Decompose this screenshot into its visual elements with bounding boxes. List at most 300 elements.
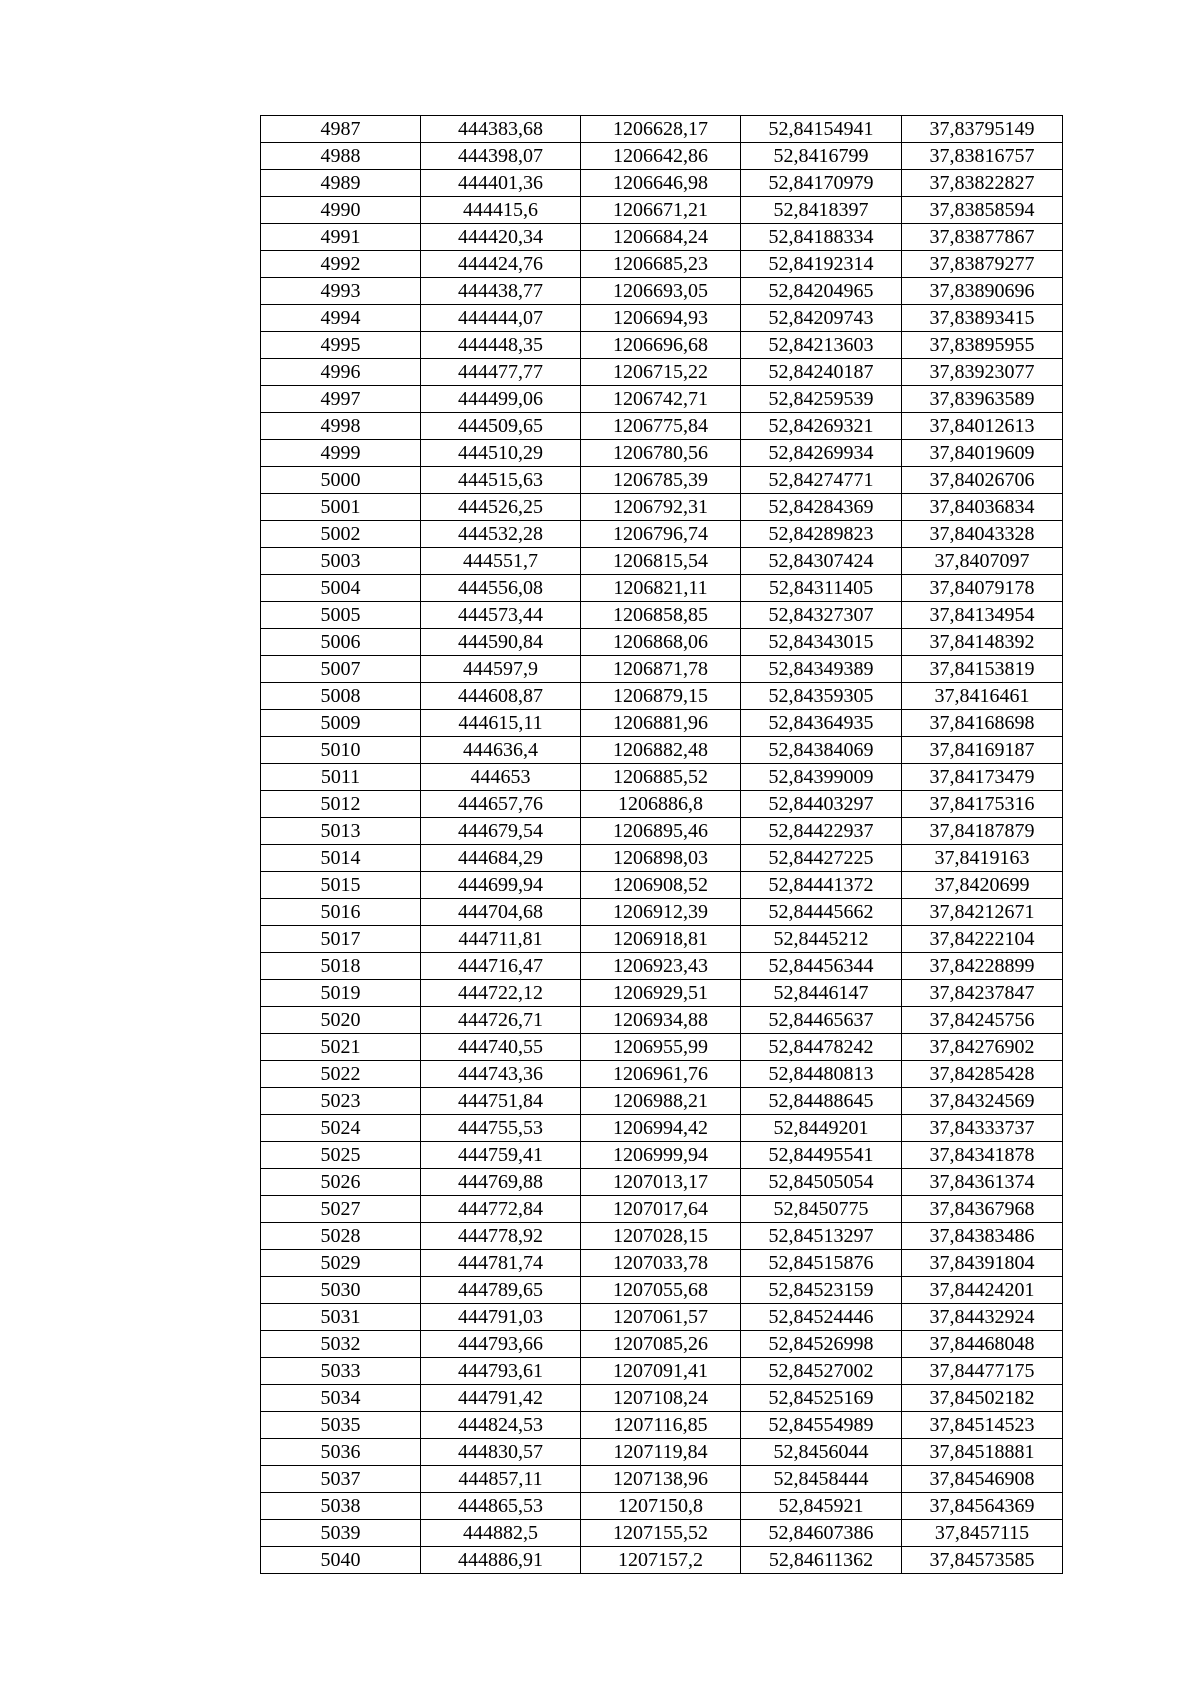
point-number-cell: 4990 [261,197,421,224]
point-number-cell: 5021 [261,1034,421,1061]
x-coordinate-cell: 444699,94 [421,872,581,899]
point-number-cell: 5023 [261,1088,421,1115]
x-coordinate-cell: 444789,65 [421,1277,581,1304]
latitude-cell: 52,84527002 [741,1358,902,1385]
point-number-cell: 4993 [261,278,421,305]
table-row [261,1385,1063,1412]
latitude-cell: 52,84465637 [741,1007,902,1034]
point-number-cell: 5003 [261,548,421,575]
latitude-cell: 52,8416799 [741,143,902,170]
y-coordinate-cell: 1206642,86 [581,143,741,170]
latitude-cell: 52,84188334 [741,224,902,251]
longitude-cell: 37,84228899 [902,953,1063,980]
point-number-cell: 4987 [261,116,421,143]
y-coordinate-cell: 1206918,81 [581,926,741,953]
table-row [261,1331,1063,1358]
table-row [261,1304,1063,1331]
table-row [261,413,1063,440]
point-number-cell: 5016 [261,899,421,926]
x-coordinate-cell: 444830,57 [421,1439,581,1466]
point-number-cell: 5028 [261,1223,421,1250]
table-row [261,1520,1063,1547]
table-row [261,980,1063,1007]
x-coordinate-cell: 444597,9 [421,656,581,683]
x-coordinate-cell: 444740,55 [421,1034,581,1061]
y-coordinate-cell: 1206868,06 [581,629,741,656]
x-coordinate-cell: 444515,63 [421,467,581,494]
x-coordinate-cell: 444722,12 [421,980,581,1007]
table-row [261,656,1063,683]
point-number-cell: 5036 [261,1439,421,1466]
x-coordinate-cell: 444772,84 [421,1196,581,1223]
latitude-cell: 52,84478242 [741,1034,902,1061]
x-coordinate-cell: 444444,07 [421,305,581,332]
y-coordinate-cell: 1206961,76 [581,1061,741,1088]
y-coordinate-cell: 1206685,23 [581,251,741,278]
longitude-cell: 37,84514523 [902,1412,1063,1439]
point-number-cell: 5040 [261,1547,421,1574]
y-coordinate-cell: 1207155,52 [581,1520,741,1547]
y-coordinate-cell: 1206908,52 [581,872,741,899]
point-number-cell: 4998 [261,413,421,440]
point-number-cell: 5004 [261,575,421,602]
table-row [261,278,1063,305]
y-coordinate-cell: 1206796,74 [581,521,741,548]
longitude-cell: 37,84502182 [902,1385,1063,1412]
latitude-cell: 52,84204965 [741,278,902,305]
latitude-cell: 52,8418397 [741,197,902,224]
point-number-cell: 4996 [261,359,421,386]
point-number-cell: 4995 [261,332,421,359]
y-coordinate-cell: 1207085,26 [581,1331,741,1358]
x-coordinate-cell: 444759,41 [421,1142,581,1169]
table-row [261,1250,1063,1277]
latitude-cell: 52,84343015 [741,629,902,656]
y-coordinate-cell: 1206895,46 [581,818,741,845]
point-number-cell: 4988 [261,143,421,170]
table-row [261,1061,1063,1088]
y-coordinate-cell: 1206671,21 [581,197,741,224]
latitude-cell: 52,84269321 [741,413,902,440]
y-coordinate-cell: 1206871,78 [581,656,741,683]
table-row [261,440,1063,467]
longitude-cell: 37,83923077 [902,359,1063,386]
x-coordinate-cell: 444793,66 [421,1331,581,1358]
table-row [261,386,1063,413]
table-row [261,818,1063,845]
x-coordinate-cell: 444679,54 [421,818,581,845]
point-number-cell: 5033 [261,1358,421,1385]
table-row [261,1277,1063,1304]
latitude-cell: 52,8458444 [741,1466,902,1493]
latitude-cell: 52,84513297 [741,1223,902,1250]
longitude-cell: 37,84391804 [902,1250,1063,1277]
latitude-cell: 52,84524446 [741,1304,902,1331]
longitude-cell: 37,84468048 [902,1331,1063,1358]
latitude-cell: 52,84364935 [741,710,902,737]
y-coordinate-cell: 1206858,85 [581,602,741,629]
longitude-cell: 37,84169187 [902,737,1063,764]
point-number-cell: 5026 [261,1169,421,1196]
table-row [261,1196,1063,1223]
y-coordinate-cell: 1206886,8 [581,791,741,818]
x-coordinate-cell: 444551,7 [421,548,581,575]
longitude-cell: 37,84134954 [902,602,1063,629]
y-coordinate-cell: 1206994,42 [581,1115,741,1142]
point-number-cell: 5009 [261,710,421,737]
table-row [261,953,1063,980]
table-row [261,467,1063,494]
longitude-cell: 37,84173479 [902,764,1063,791]
longitude-cell: 37,84148392 [902,629,1063,656]
x-coordinate-cell: 444657,76 [421,791,581,818]
point-number-cell: 4994 [261,305,421,332]
latitude-cell: 52,84154941 [741,116,902,143]
y-coordinate-cell: 1206999,94 [581,1142,741,1169]
y-coordinate-cell: 1206923,43 [581,953,741,980]
latitude-cell: 52,84488645 [741,1088,902,1115]
longitude-cell: 37,83963589 [902,386,1063,413]
longitude-cell: 37,84424201 [902,1277,1063,1304]
longitude-cell: 37,84079178 [902,575,1063,602]
latitude-cell: 52,84274771 [741,467,902,494]
latitude-cell: 52,84384069 [741,737,902,764]
x-coordinate-cell: 444857,11 [421,1466,581,1493]
x-coordinate-cell: 444882,5 [421,1520,581,1547]
latitude-cell: 52,84445662 [741,899,902,926]
latitude-cell: 52,84441372 [741,872,902,899]
x-coordinate-cell: 444499,06 [421,386,581,413]
y-coordinate-cell: 1206912,39 [581,899,741,926]
table-row [261,1493,1063,1520]
table-row [261,224,1063,251]
x-coordinate-cell: 444653 [421,764,581,791]
longitude-cell: 37,84019609 [902,440,1063,467]
latitude-cell: 52,84209743 [741,305,902,332]
table-row [261,602,1063,629]
table-row [261,1547,1063,1574]
point-number-cell: 5013 [261,818,421,845]
y-coordinate-cell: 1207055,68 [581,1277,741,1304]
latitude-cell: 52,84307424 [741,548,902,575]
latitude-cell: 52,8446147 [741,980,902,1007]
point-number-cell: 5034 [261,1385,421,1412]
x-coordinate-cell: 444424,76 [421,251,581,278]
point-number-cell: 4999 [261,440,421,467]
longitude-cell: 37,84546908 [902,1466,1063,1493]
x-coordinate-cell: 444556,08 [421,575,581,602]
latitude-cell: 52,84515876 [741,1250,902,1277]
point-number-cell: 5017 [261,926,421,953]
table-row [261,629,1063,656]
latitude-cell: 52,84240187 [741,359,902,386]
longitude-cell: 37,84168698 [902,710,1063,737]
point-number-cell: 5022 [261,1061,421,1088]
x-coordinate-cell: 444420,34 [421,224,581,251]
longitude-cell: 37,8419163 [902,845,1063,872]
longitude-cell: 37,8420699 [902,872,1063,899]
y-coordinate-cell: 1206780,56 [581,440,741,467]
y-coordinate-cell: 1206646,98 [581,170,741,197]
x-coordinate-cell: 444755,53 [421,1115,581,1142]
y-coordinate-cell: 1207157,2 [581,1547,741,1574]
table-row [261,764,1063,791]
point-number-cell: 5008 [261,683,421,710]
table-row [261,521,1063,548]
point-number-cell: 5027 [261,1196,421,1223]
point-number-cell: 4991 [261,224,421,251]
table-row [261,1088,1063,1115]
latitude-cell: 52,84289823 [741,521,902,548]
latitude-cell: 52,84269934 [741,440,902,467]
latitude-cell: 52,84359305 [741,683,902,710]
point-number-cell: 5011 [261,764,421,791]
latitude-cell: 52,84192314 [741,251,902,278]
point-number-cell: 5010 [261,737,421,764]
y-coordinate-cell: 1206881,96 [581,710,741,737]
latitude-cell: 52,84349389 [741,656,902,683]
longitude-cell: 37,84341878 [902,1142,1063,1169]
table-row [261,683,1063,710]
table-row [261,737,1063,764]
x-coordinate-cell: 444769,88 [421,1169,581,1196]
longitude-cell: 37,83816757 [902,143,1063,170]
latitude-cell: 52,84399009 [741,764,902,791]
x-coordinate-cell: 444865,53 [421,1493,581,1520]
table-row [261,1007,1063,1034]
table-row [261,1412,1063,1439]
x-coordinate-cell: 444778,92 [421,1223,581,1250]
table-row [261,332,1063,359]
latitude-cell: 52,84427225 [741,845,902,872]
table-row [261,872,1063,899]
latitude-cell: 52,8449201 [741,1115,902,1142]
longitude-cell: 37,84036834 [902,494,1063,521]
longitude-cell: 37,84153819 [902,656,1063,683]
x-coordinate-cell: 444438,77 [421,278,581,305]
latitude-cell: 52,84480813 [741,1061,902,1088]
point-number-cell: 5001 [261,494,421,521]
point-number-cell: 5020 [261,1007,421,1034]
longitude-cell: 37,84245756 [902,1007,1063,1034]
x-coordinate-cell: 444573,44 [421,602,581,629]
longitude-cell: 37,84367968 [902,1196,1063,1223]
y-coordinate-cell: 1206882,48 [581,737,741,764]
y-coordinate-cell: 1207033,78 [581,1250,741,1277]
table-row [261,1142,1063,1169]
point-number-cell: 5038 [261,1493,421,1520]
y-coordinate-cell: 1206929,51 [581,980,741,1007]
longitude-cell: 37,84237847 [902,980,1063,1007]
table-row [261,197,1063,224]
table-row [261,1034,1063,1061]
point-number-cell: 5014 [261,845,421,872]
x-coordinate-cell: 444590,84 [421,629,581,656]
x-coordinate-cell: 444383,68 [421,116,581,143]
longitude-cell: 37,84285428 [902,1061,1063,1088]
point-number-cell: 5000 [261,467,421,494]
latitude-cell: 52,84607386 [741,1520,902,1547]
longitude-cell: 37,83877867 [902,224,1063,251]
point-number-cell: 5006 [261,629,421,656]
y-coordinate-cell: 1207150,8 [581,1493,741,1520]
y-coordinate-cell: 1206694,93 [581,305,741,332]
x-coordinate-cell: 444608,87 [421,683,581,710]
point-number-cell: 4992 [261,251,421,278]
longitude-cell: 37,84222104 [902,926,1063,953]
longitude-cell: 37,8457115 [902,1520,1063,1547]
table-row [261,1115,1063,1142]
longitude-cell: 37,84043328 [902,521,1063,548]
y-coordinate-cell: 1206821,11 [581,575,741,602]
x-coordinate-cell: 444726,71 [421,1007,581,1034]
longitude-cell: 37,83795149 [902,116,1063,143]
coordinates-table [260,115,1063,1574]
table-row [261,926,1063,953]
x-coordinate-cell: 444448,35 [421,332,581,359]
latitude-cell: 52,84526998 [741,1331,902,1358]
coordinates-table-body [261,116,1063,1574]
point-number-cell: 4989 [261,170,421,197]
y-coordinate-cell: 1207061,57 [581,1304,741,1331]
longitude-cell: 37,83858594 [902,197,1063,224]
latitude-cell: 52,84284369 [741,494,902,521]
point-number-cell: 5019 [261,980,421,1007]
y-coordinate-cell: 1207119,84 [581,1439,741,1466]
latitude-cell: 52,84523159 [741,1277,902,1304]
x-coordinate-cell: 444636,4 [421,737,581,764]
latitude-cell: 52,84611362 [741,1547,902,1574]
latitude-cell: 52,84311405 [741,575,902,602]
x-coordinate-cell: 444791,42 [421,1385,581,1412]
longitude-cell: 37,84175316 [902,791,1063,818]
y-coordinate-cell: 1207028,15 [581,1223,741,1250]
x-coordinate-cell: 444532,28 [421,521,581,548]
point-number-cell: 5018 [261,953,421,980]
table-row [261,845,1063,872]
point-number-cell: 5012 [261,791,421,818]
latitude-cell: 52,84456344 [741,953,902,980]
longitude-cell: 37,84333737 [902,1115,1063,1142]
y-coordinate-cell: 1206693,05 [581,278,741,305]
longitude-cell: 37,83879277 [902,251,1063,278]
longitude-cell: 37,83893415 [902,305,1063,332]
x-coordinate-cell: 444509,65 [421,413,581,440]
point-number-cell: 5005 [261,602,421,629]
longitude-cell: 37,8416461 [902,683,1063,710]
latitude-cell: 52,84213603 [741,332,902,359]
longitude-cell: 37,84383486 [902,1223,1063,1250]
x-coordinate-cell: 444824,53 [421,1412,581,1439]
point-number-cell: 5031 [261,1304,421,1331]
longitude-cell: 37,84212671 [902,899,1063,926]
latitude-cell: 52,84403297 [741,791,902,818]
latitude-cell: 52,84525169 [741,1385,902,1412]
y-coordinate-cell: 1207017,64 [581,1196,741,1223]
latitude-cell: 52,84327307 [741,602,902,629]
point-number-cell: 5025 [261,1142,421,1169]
point-number-cell: 5029 [261,1250,421,1277]
table-row [261,1169,1063,1196]
longitude-cell: 37,83895955 [902,332,1063,359]
point-number-cell: 5015 [261,872,421,899]
y-coordinate-cell: 1207116,85 [581,1412,741,1439]
latitude-cell: 52,84495541 [741,1142,902,1169]
latitude-cell: 52,84554989 [741,1412,902,1439]
y-coordinate-cell: 1206785,39 [581,467,741,494]
x-coordinate-cell: 444510,29 [421,440,581,467]
table-row [261,305,1063,332]
longitude-cell: 37,84477175 [902,1358,1063,1385]
table-row [261,899,1063,926]
x-coordinate-cell: 444477,77 [421,359,581,386]
y-coordinate-cell: 1207138,96 [581,1466,741,1493]
x-coordinate-cell: 444743,36 [421,1061,581,1088]
table-row [261,1466,1063,1493]
x-coordinate-cell: 444401,36 [421,170,581,197]
y-coordinate-cell: 1207108,24 [581,1385,741,1412]
longitude-cell: 37,83822827 [902,170,1063,197]
table-row [261,791,1063,818]
table-row [261,1358,1063,1385]
longitude-cell: 37,84012613 [902,413,1063,440]
table-row [261,116,1063,143]
x-coordinate-cell: 444791,03 [421,1304,581,1331]
latitude-cell: 52,84170979 [741,170,902,197]
latitude-cell: 52,8445212 [741,926,902,953]
point-number-cell: 5007 [261,656,421,683]
y-coordinate-cell: 1207013,17 [581,1169,741,1196]
latitude-cell: 52,845921 [741,1493,902,1520]
x-coordinate-cell: 444711,81 [421,926,581,953]
point-number-cell: 5039 [261,1520,421,1547]
table-row [261,575,1063,602]
longitude-cell: 37,84361374 [902,1169,1063,1196]
y-coordinate-cell: 1206898,03 [581,845,741,872]
table-row [261,143,1063,170]
latitude-cell: 52,84505054 [741,1169,902,1196]
x-coordinate-cell: 444751,84 [421,1088,581,1115]
table-row [261,251,1063,278]
longitude-cell: 37,84432924 [902,1304,1063,1331]
y-coordinate-cell: 1206775,84 [581,413,741,440]
point-number-cell: 5002 [261,521,421,548]
table-row [261,359,1063,386]
y-coordinate-cell: 1206955,99 [581,1034,741,1061]
longitude-cell: 37,84026706 [902,467,1063,494]
longitude-cell: 37,84518881 [902,1439,1063,1466]
point-number-cell: 5024 [261,1115,421,1142]
longitude-cell: 37,8407097 [902,548,1063,575]
longitude-cell: 37,84573585 [902,1547,1063,1574]
x-coordinate-cell: 444398,07 [421,143,581,170]
table-row [261,494,1063,521]
y-coordinate-cell: 1207091,41 [581,1358,741,1385]
x-coordinate-cell: 444793,61 [421,1358,581,1385]
table-row [261,1223,1063,1250]
latitude-cell: 52,8456044 [741,1439,902,1466]
x-coordinate-cell: 444615,11 [421,710,581,737]
y-coordinate-cell: 1206879,15 [581,683,741,710]
y-coordinate-cell: 1206988,21 [581,1088,741,1115]
longitude-cell: 37,84324569 [902,1088,1063,1115]
point-number-cell: 5030 [261,1277,421,1304]
x-coordinate-cell: 444526,25 [421,494,581,521]
table-row [261,710,1063,737]
y-coordinate-cell: 1206934,88 [581,1007,741,1034]
y-coordinate-cell: 1206684,24 [581,224,741,251]
x-coordinate-cell: 444781,74 [421,1250,581,1277]
